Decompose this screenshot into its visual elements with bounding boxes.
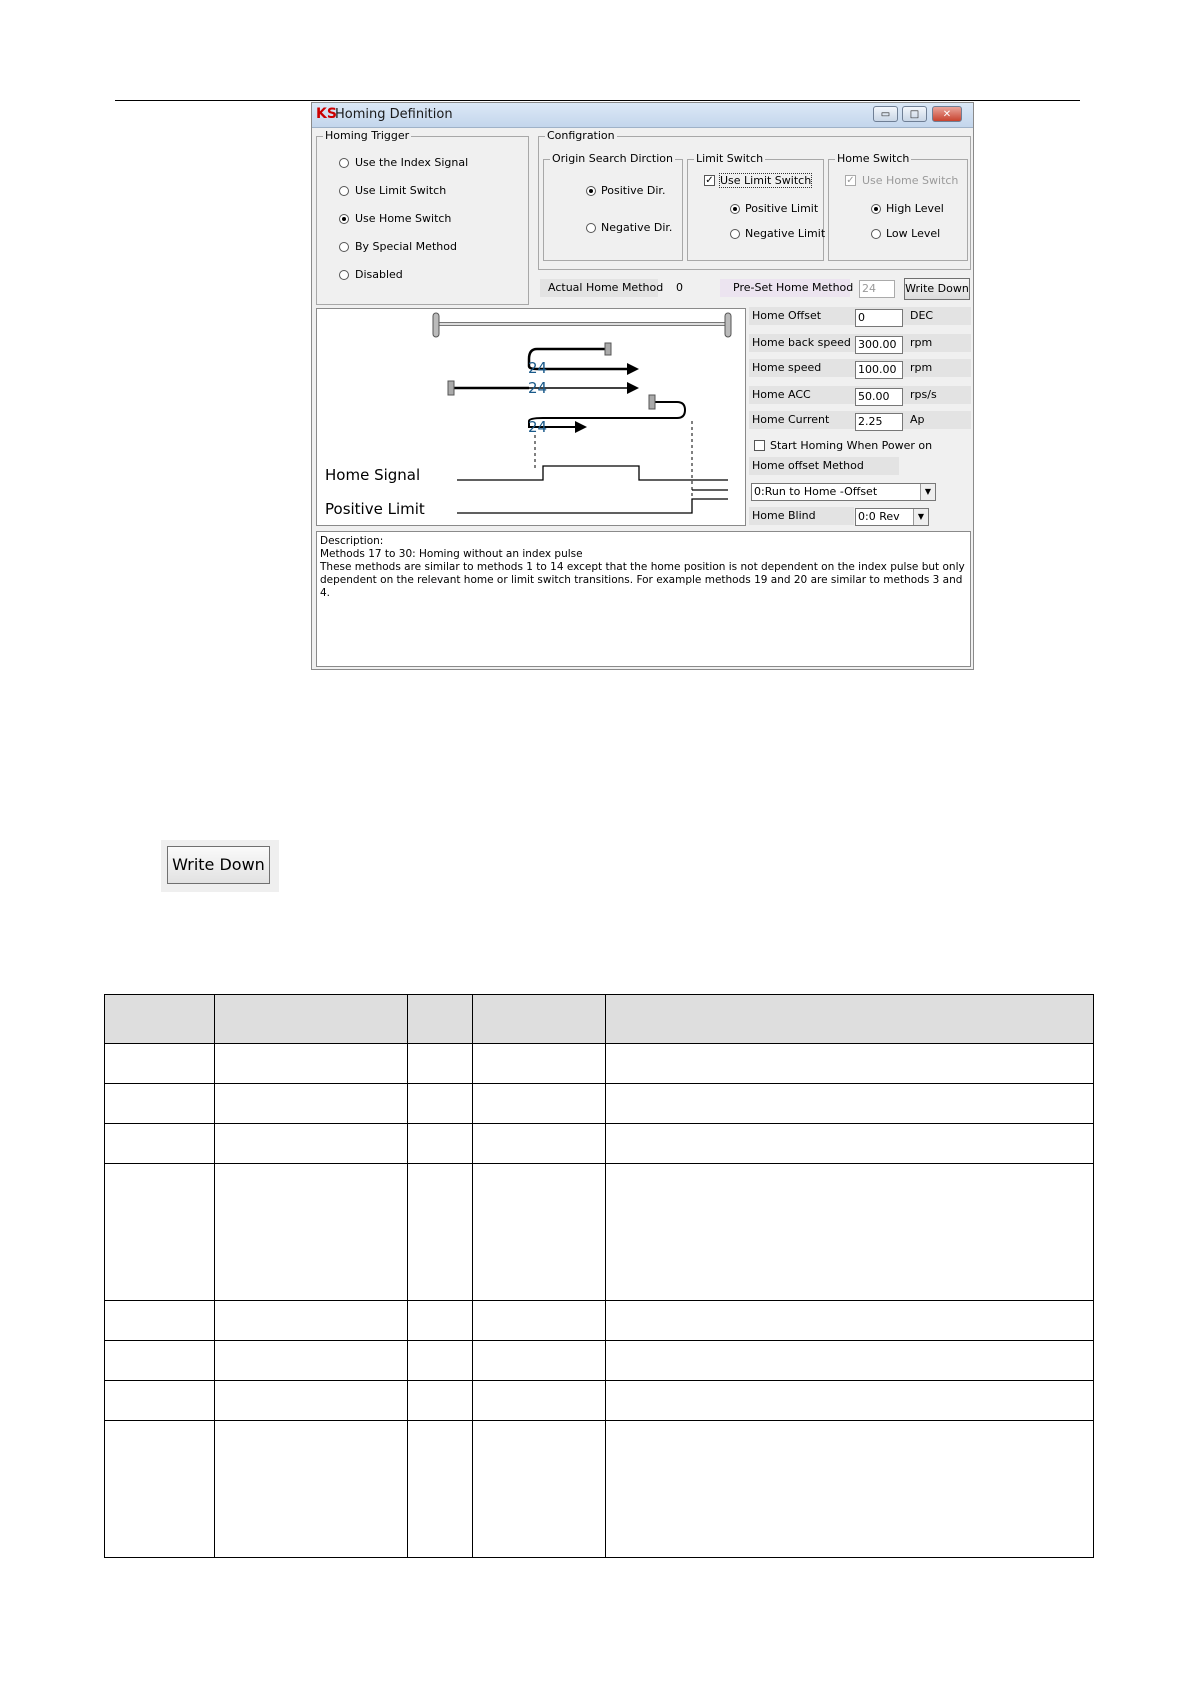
radio-home-switch[interactable] xyxy=(339,214,349,224)
negative-dir-label: Negative Dir. xyxy=(601,221,673,234)
chevron-down-icon[interactable]: ▼ xyxy=(920,484,935,500)
home-switch-label: Home Switch xyxy=(837,152,910,165)
homing-trigger-label: Homing Trigger xyxy=(325,129,410,142)
positive-limit-label: Positive Limit xyxy=(745,202,819,215)
table-row xyxy=(105,1421,1094,1558)
radio-low-level[interactable] xyxy=(871,229,881,239)
preset-home-method-label: Pre-Set Home Method xyxy=(733,281,854,294)
description-box xyxy=(316,531,971,667)
home-acc-input[interactable]: 50.00 xyxy=(855,388,903,406)
home-blind-value: 0:0 Rev xyxy=(858,510,900,523)
offset-method-value: 0:Run to Home -Offset xyxy=(754,485,878,498)
table-row xyxy=(105,1381,1094,1421)
table-row xyxy=(105,1164,1094,1301)
start-homing-label: Start Homing When Power on xyxy=(770,439,933,452)
method-badge-2: 24 xyxy=(528,379,548,397)
method-badge-3: 24 xyxy=(528,418,548,436)
option-limit-switch: Use Limit Switch xyxy=(355,184,447,197)
radio-positive-dir[interactable] xyxy=(586,186,596,196)
method-badge-1: 24 xyxy=(528,359,548,377)
use-home-switch-checkbox[interactable]: ✓ xyxy=(846,175,855,186)
table-row xyxy=(105,1044,1094,1084)
home-acc-label: Home ACC xyxy=(752,388,811,401)
home-speed-unit: rpm xyxy=(910,361,933,374)
title-bar xyxy=(312,103,973,128)
option-index-signal: Use the Index Signal xyxy=(355,156,469,169)
write-down-button-large[interactable]: Write Down xyxy=(167,846,270,884)
high-level-label: High Level xyxy=(886,202,944,215)
origin-search-label: Origin Search Dirction xyxy=(552,152,673,165)
radio-index-signal[interactable] xyxy=(339,158,349,168)
preset-home-method-input[interactable]: 24 xyxy=(859,280,895,298)
write-down-button[interactable]: Write Down xyxy=(904,278,970,300)
negative-limit-label: Negative Limit xyxy=(745,227,826,240)
description-subtitle: Methods 17 to 30: Homing without an index pulse xyxy=(320,548,583,560)
home-back-speed-label: Home back speed xyxy=(752,336,851,349)
chevron-down-icon[interactable]: ▼ xyxy=(913,509,928,525)
option-home-switch: Use Home Switch xyxy=(355,212,452,225)
actual-home-method-value: 0 xyxy=(676,281,683,294)
positive-limit-signal-label: Positive Limit xyxy=(325,500,425,518)
use-home-switch-label: Use Home Switch xyxy=(862,174,959,187)
radio-limit-switch[interactable] xyxy=(339,186,349,196)
radio-high-level[interactable] xyxy=(871,204,881,214)
option-disabled: Disabled xyxy=(355,268,403,281)
start-homing-checkbox[interactable] xyxy=(754,440,765,451)
table-row xyxy=(105,1124,1094,1164)
home-speed-input[interactable]: 100.00 xyxy=(855,361,903,379)
radio-disabled[interactable] xyxy=(339,270,349,280)
page-header-rule xyxy=(115,100,1080,101)
description-heading: Description: xyxy=(320,535,384,547)
table-header-row xyxy=(105,995,1094,1044)
homing-trigger-group xyxy=(316,129,529,305)
home-blind-select[interactable] xyxy=(855,508,929,526)
description-body: These methods are similar to methods 1 to 14 except that the home position is not dependent on the index pulse but only dependent on the relevant home or limit switch transitions. For example methods 19 and 20 are similar to methods 3 and 4. xyxy=(320,561,965,599)
limit-switch-label: Limit Switch xyxy=(696,152,764,165)
home-offset-unit: DEC xyxy=(910,309,934,322)
home-back-speed-unit: rpm xyxy=(910,336,933,349)
home-offset-label: Home Offset xyxy=(752,309,822,322)
use-limit-switch-checkbox[interactable]: ✓ xyxy=(705,175,714,186)
home-speed-label: Home speed xyxy=(752,361,822,374)
table-row xyxy=(105,1341,1094,1381)
table-row xyxy=(105,1084,1094,1124)
home-current-input[interactable]: 2.25 xyxy=(855,413,903,431)
offset-method-select[interactable] xyxy=(751,483,936,501)
home-current-label: Home Current xyxy=(752,413,830,426)
offset-method-label: Home offset Method xyxy=(752,459,864,472)
homing-definition-window xyxy=(311,102,974,670)
limit-switch-group xyxy=(687,152,826,261)
minimize-button[interactable]: ▭ xyxy=(873,106,898,122)
option-special-method: By Special Method xyxy=(355,240,457,253)
homing-diagram-svg xyxy=(317,309,745,525)
home-offset-input[interactable]: 0 xyxy=(855,309,903,327)
actual-home-method-label: Actual Home Method xyxy=(548,281,664,294)
maximize-button[interactable]: □ xyxy=(902,106,927,122)
home-current-unit: Ap xyxy=(910,413,925,426)
radio-positive-limit[interactable] xyxy=(730,204,740,214)
home-back-speed-input[interactable]: 300.00 xyxy=(855,336,903,354)
window-title: Homing Definition xyxy=(335,107,453,122)
home-blind-label: Home Blind xyxy=(752,509,816,522)
radio-negative-limit[interactable] xyxy=(730,229,740,239)
write-down-button-example xyxy=(161,840,279,892)
configuration-label: Configration xyxy=(547,129,615,142)
use-limit-switch-label: Use Limit Switch xyxy=(720,174,812,187)
app-logo: KS xyxy=(316,106,337,122)
parameter-table xyxy=(104,994,1094,1558)
close-button[interactable]: ✕ xyxy=(932,106,962,122)
radio-special-method[interactable] xyxy=(339,242,349,252)
homing-diagram xyxy=(316,308,746,526)
table-row xyxy=(105,1301,1094,1341)
radio-negative-dir[interactable] xyxy=(586,223,596,233)
configuration-group xyxy=(538,129,971,270)
home-switch-group xyxy=(828,152,968,261)
home-acc-unit: rps/s xyxy=(910,388,937,401)
origin-search-group xyxy=(543,152,683,261)
home-signal-label: Home Signal xyxy=(325,466,421,484)
low-level-label: Low Level xyxy=(886,227,941,240)
positive-dir-label: Positive Dir. xyxy=(601,184,666,197)
